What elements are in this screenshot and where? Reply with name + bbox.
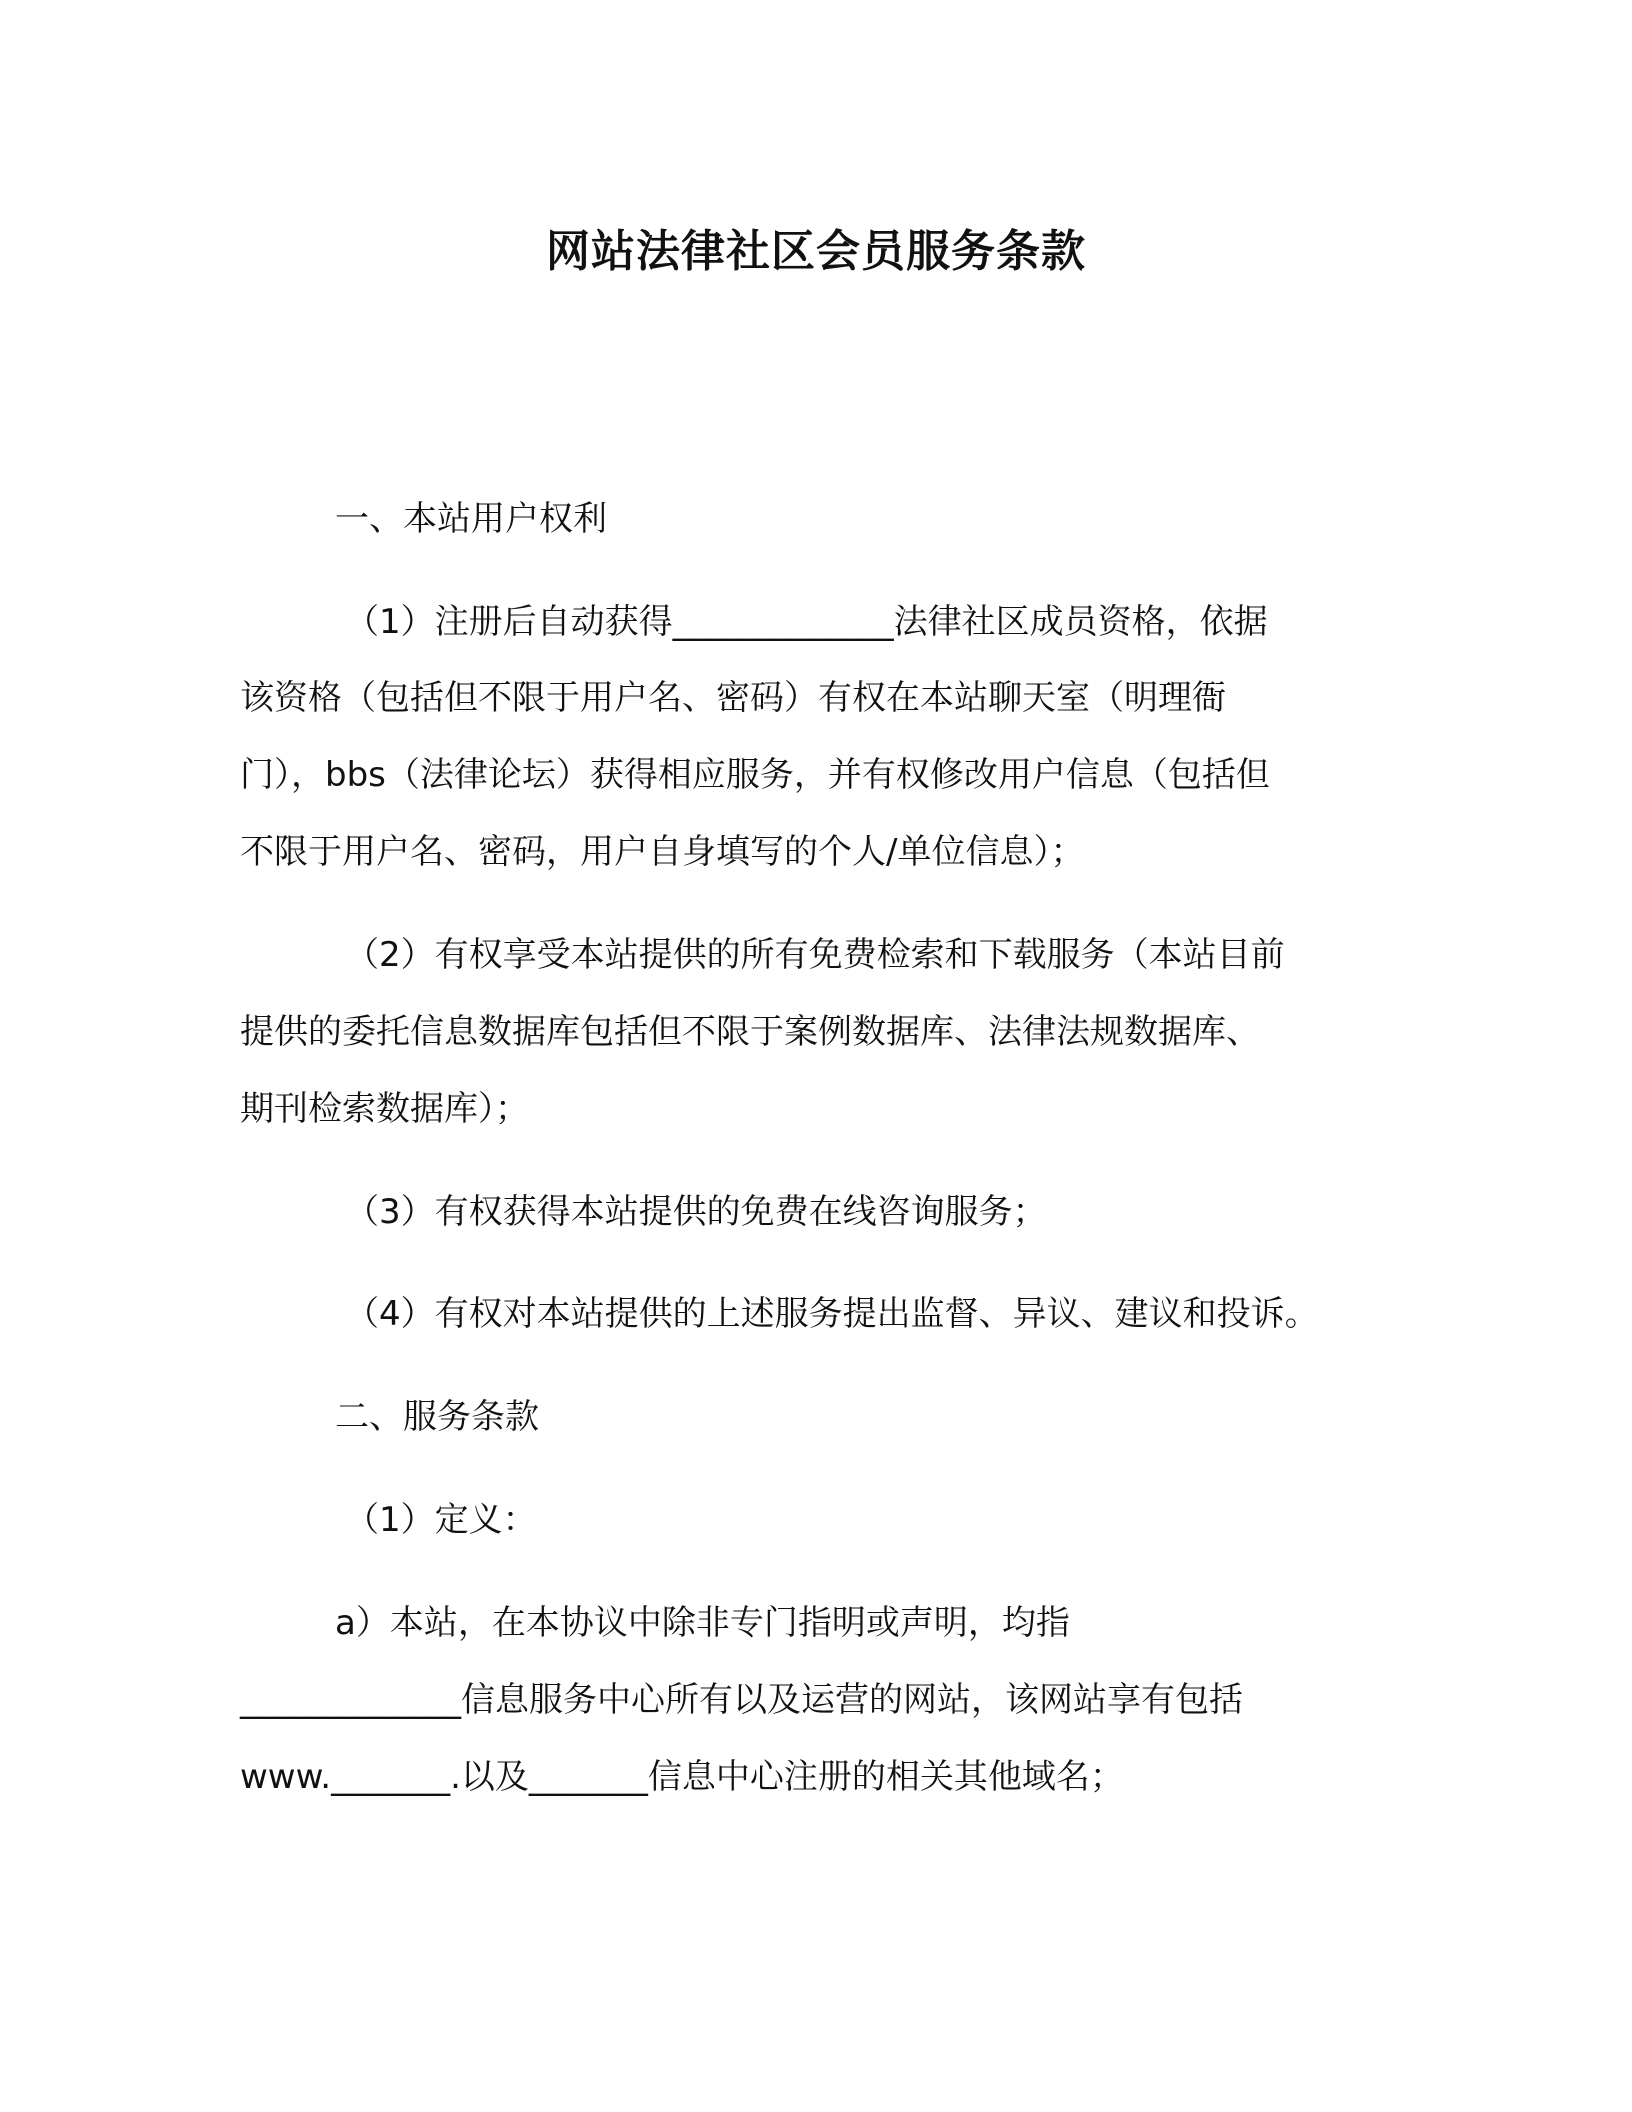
terms-item-1-line-1: （1）定义：	[345, 1500, 537, 1540]
rights-item-1-line-2: 该资格（包括但不限于用户名、密码）有权在本站聊天室（明理衙	[240, 678, 1226, 718]
rights-item-2-line-1: （2）有权享受本站提供的所有免费检索和下载服务（本站目前	[345, 935, 1285, 975]
terms-clause-a-line-1: a）本站，在本协议中除非专门指明或声明，均指	[335, 1603, 1070, 1643]
rights-item-4-line-1: （4）有权对本站提供的上述服务提出监督、异议、建议和投诉。	[345, 1294, 1319, 1334]
rights-item-3-line-1: （3）有权获得本站提供的免费在线咨询服务；	[345, 1192, 1047, 1232]
section-heading-rights: 一、本站用户权利	[335, 499, 607, 539]
section-heading-terms: 二、服务条款	[335, 1397, 539, 1437]
document-title: 网站法律社区会员服务条款	[546, 226, 1086, 277]
rights-item-2-line-3: 期刊检索数据库）；	[240, 1089, 529, 1129]
rights-item-1-line-1: （1）注册后自动获得_____________法律社区成员资格，依据	[345, 602, 1268, 642]
rights-item-1-line-4: 不限于用户名、密码，用户自身填写的个人/单位信息）；	[240, 832, 1085, 872]
terms-clause-a-line-2: _____________信息服务中心所有以及运营的网站，该网站享有包括	[240, 1680, 1243, 1720]
rights-item-2-line-2: 提供的委托信息数据库包括但不限于案例数据库、法律法规数据库、	[240, 1012, 1260, 1052]
rights-item-1-line-3: 门），bbs（法律论坛）获得相应服务，并有权修改用户信息（包括但	[240, 755, 1270, 795]
terms-clause-a-line-3: www._______.以及_______信息中心注册的相关其他域名；	[240, 1757, 1124, 1797]
